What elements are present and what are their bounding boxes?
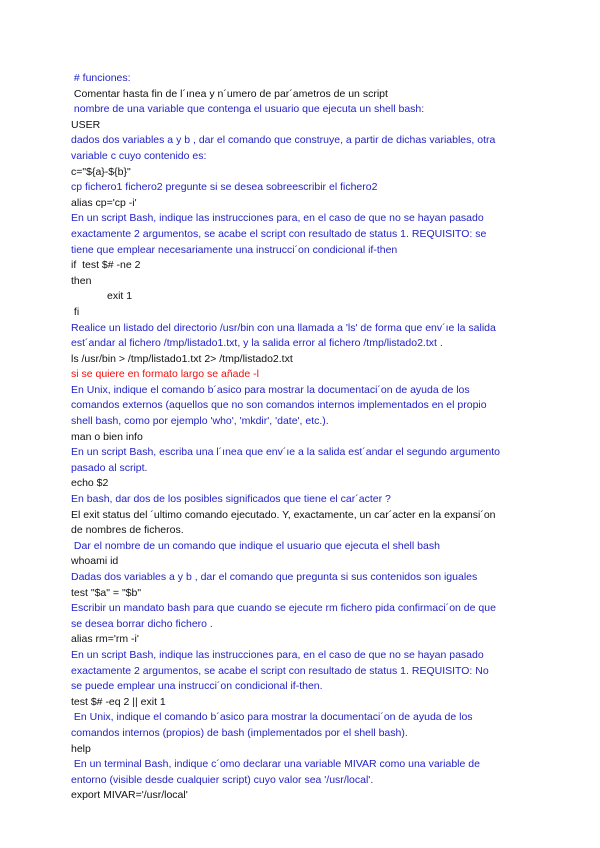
answer-line: fi (71, 305, 80, 318)
question-line: En un terminal Bash, indique c´omo declarar una variable MIVAR como una variable de (71, 758, 480, 771)
question-line: se desea borrar dicho fichero . (71, 617, 213, 630)
question-line: exactamente 2 argumentos, se acabe el script con resultado de status 1. REQUISITO: se (71, 227, 487, 240)
question-line: nombre de una variable que contenga el usuario que ejecuta un shell bash: (71, 103, 425, 116)
answer-line: help (71, 742, 91, 755)
question-line: Realice un listado del directorio /usr/bin con una llamada a 'ls' de forma que env´ıe la salida (71, 321, 496, 334)
question-line: En un script Bash, escriba una l´ınea que env´ıe a la salida est´andar el segundo argumento (71, 446, 501, 459)
question-line: shell bash, como por ejemplo 'who', 'mkdir', 'date', etc.). (71, 415, 329, 428)
question-line: En un script Bash, indique las instrucciones para, en el caso de que no se hayan pasado (71, 212, 484, 225)
question-line: variable c cuyo contenido es: (71, 149, 207, 162)
question-line: Dar el nombre de un comando que indique el usuario que ejecuta el shell bash (71, 539, 440, 552)
answer-line: El exit status del ´ultimo comando ejecutado. Y, exactamente, un car´acter en la expansi´on (71, 508, 496, 521)
question-line: comandos externos (aquellos que no son comandos internos implementados en el propio (71, 399, 487, 412)
answer-line: alias rm='rm -i' (71, 633, 139, 646)
answer-line: alias cp='cp -i' (71, 196, 137, 209)
answer-line: echo $2 (71, 477, 109, 490)
question-line: En un script Bash, indique las instrucciones para, en el caso de que no se hayan pasado (71, 648, 484, 661)
question-line: pasado al script. (71, 461, 148, 474)
answer-line: then (71, 274, 92, 287)
answer-line: test "$a" = "$b" (71, 586, 142, 599)
answer-line: whoami id (71, 555, 119, 568)
question-line: En Unix, indique el comando b´asico para mostrar la documentaci´on de ayuda de los (71, 383, 470, 396)
question-line: # funciones: (71, 72, 131, 84)
answer-line: c="${a}-${b}" (71, 165, 131, 178)
answer-line: if test $# -ne 2 (71, 259, 141, 272)
question-line: entorno (visible desde cualquier script) cuyo valor sea '/usr/local'. (71, 773, 374, 786)
document-body (71, 71, 531, 804)
question-line: tiene que emplear necesariamente una instrucci´on condicional if-then (71, 243, 398, 256)
question-line: se puede emplear una instrucci´on condicional if-then. (71, 680, 323, 693)
question-line: comandos internos (propios) de bash (implementados por el shell bash). (71, 726, 408, 739)
answer-line: man o bien info (71, 430, 143, 443)
question-line: En bash, dar dos de los posibles significados que tiene el car´acter ? (71, 493, 391, 506)
question-line: Dadas dos variables a y b , dar el comando que pregunta si sus contenidos son iguales (71, 571, 478, 583)
question-line: exactamente 2 argumentos, se acabe el script con resultado de status 1. REQUISITO: No (71, 664, 489, 677)
answer-line: test $# -eq 2 || exit 1 (71, 695, 166, 708)
note-line: si se quiere en formato largo se añade -l (71, 368, 259, 381)
answer-line: exit 1 (107, 290, 133, 303)
answer-line: ls /usr/bin > /tmp/listado1.txt 2> /tmp/listado2.txt (71, 352, 293, 365)
question-line: dados dos variables a y b , dar el comando que construye, a partir de dichas variables, otra (71, 134, 496, 147)
answer-line: Comentar hasta fin de l´ınea y n´umero de par´ametros de un script (71, 87, 388, 100)
question-line: En Unix, indique el comando b´asico para mostrar la documentaci´on de ayuda de los (71, 711, 473, 724)
answer-line: USER (71, 118, 101, 131)
question-line: Escribir un mandato bash para que cuando se ejecute rm fichero pida confirmaci´on de que (71, 602, 496, 615)
question-line: cp fichero1 fichero2 pregunte si se desea sobreescribir el fichero2 (71, 181, 378, 194)
question-line: est´andar al fichero /tmp/listado1.txt, y la salida error al fichero /tmp/listado2.txt . (71, 337, 443, 350)
answer-line: export MIVAR='/usr/local' (71, 789, 188, 802)
answer-line: de nombres de ficheros. (71, 524, 184, 537)
